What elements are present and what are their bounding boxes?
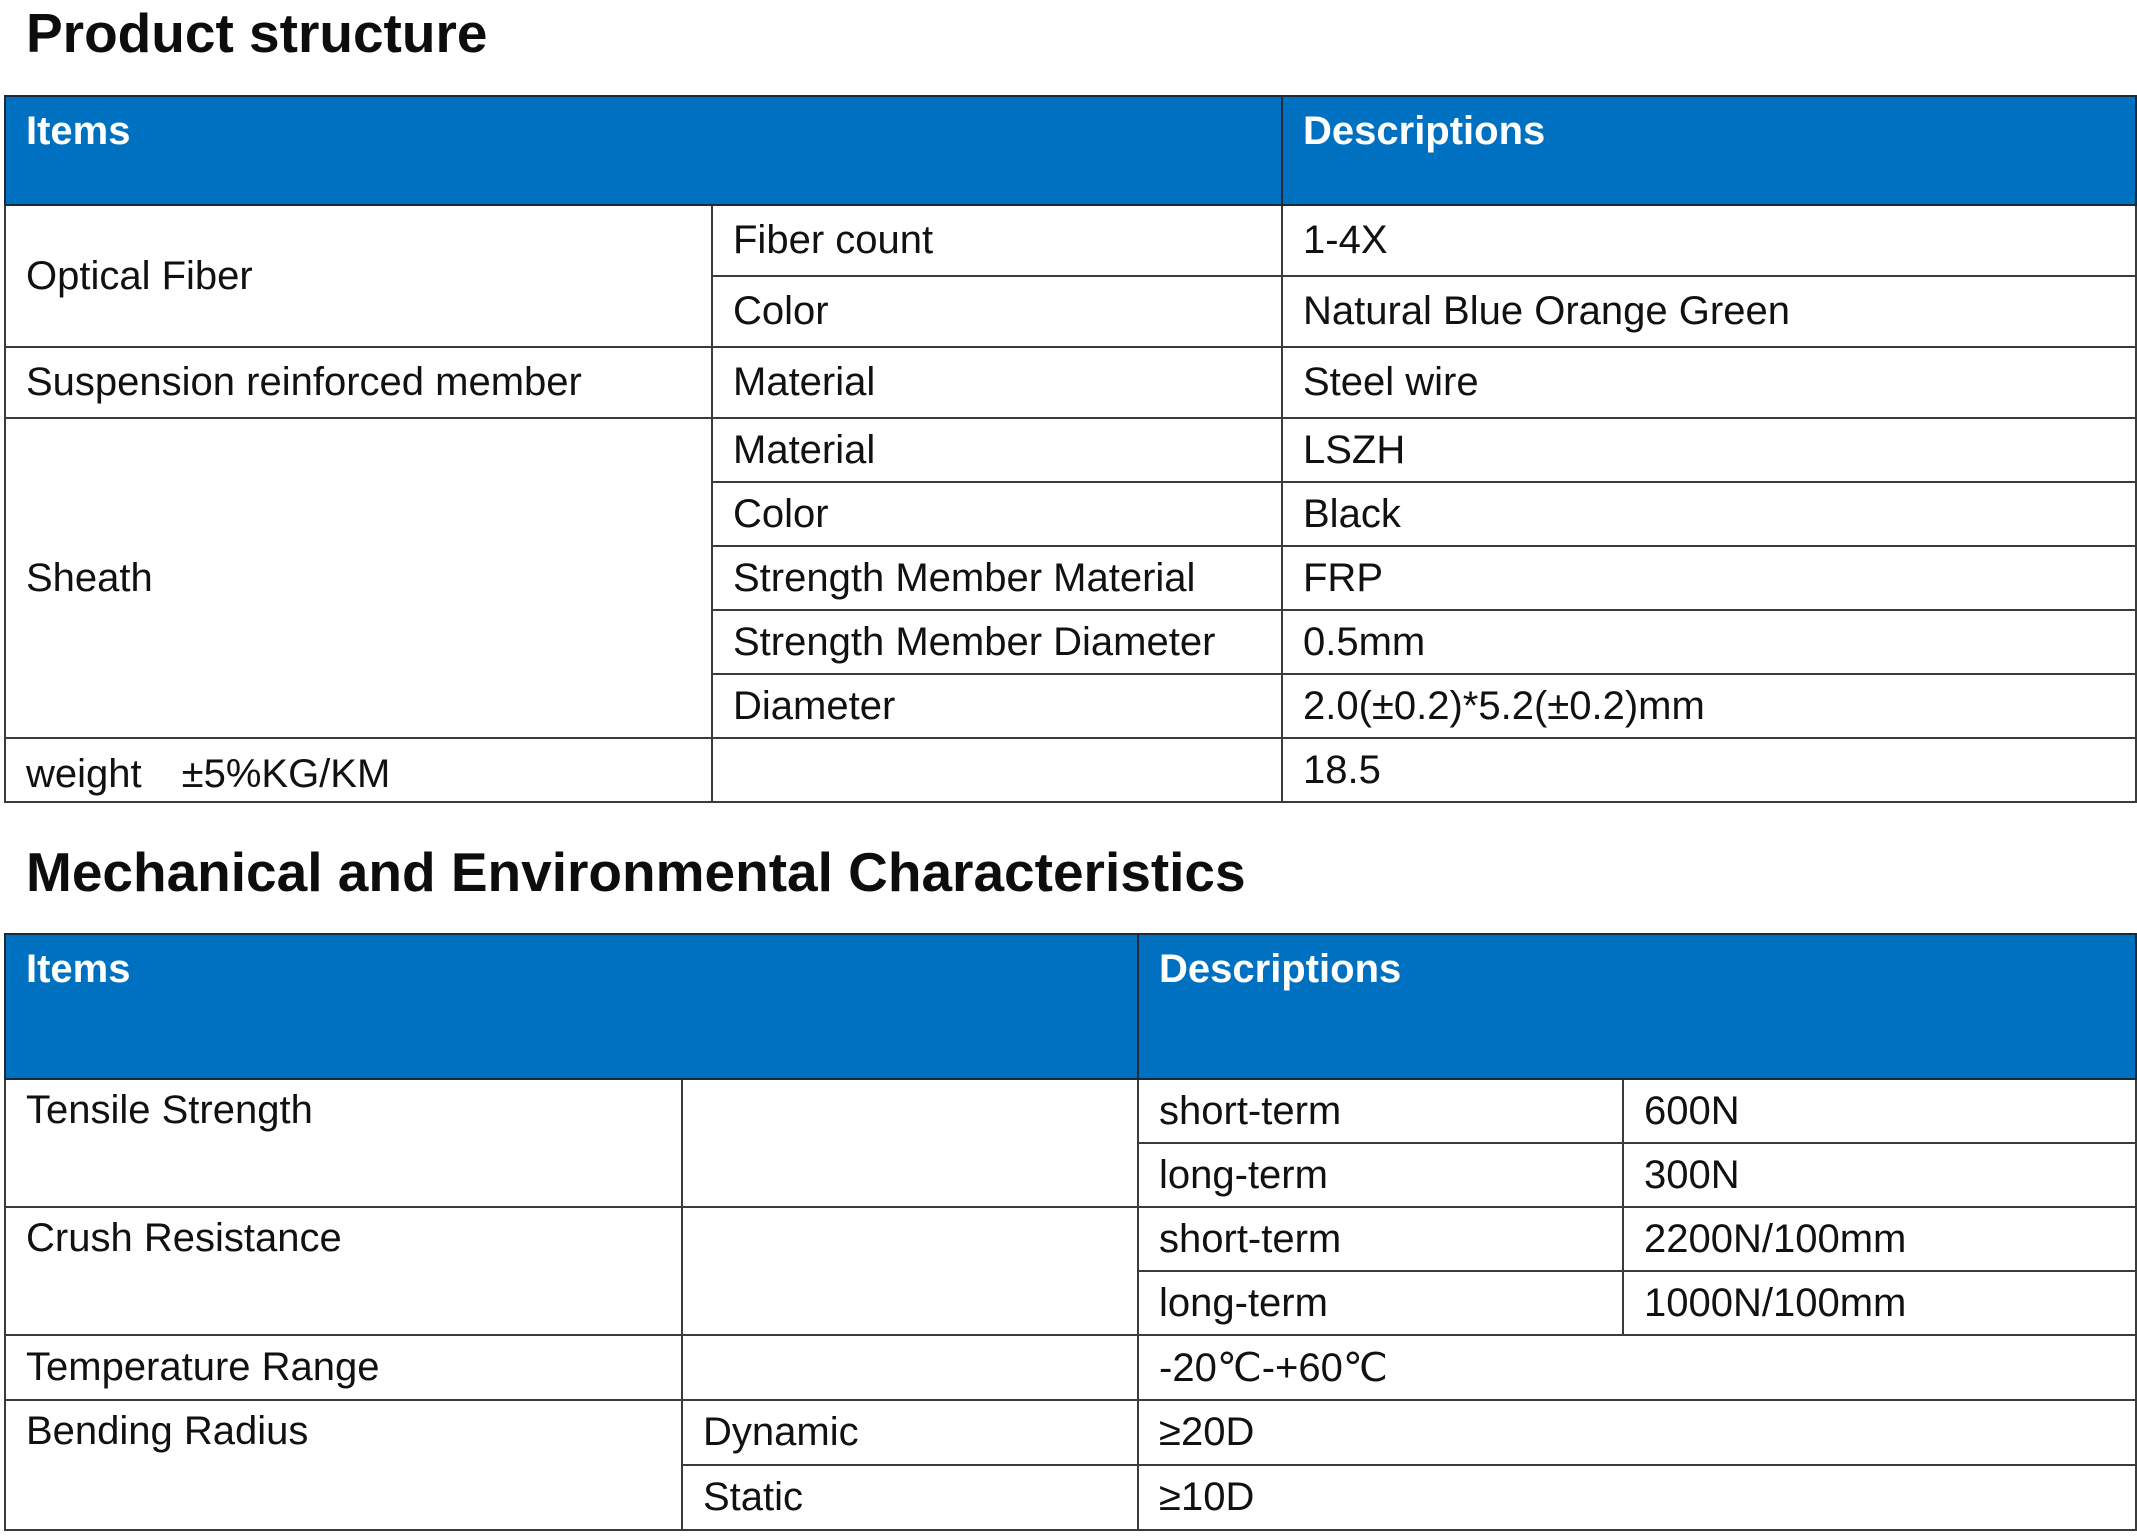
sub-label-strength-member-material: Strength Member Material [712,546,1282,610]
value-temperature-range: -20℃-+60℃ [1138,1335,2136,1400]
mechanical-table [4,933,2137,1531]
sub-label-suspension-material: Material [712,347,1282,418]
value-tensile-short: 600N [1623,1079,2136,1143]
sub-label-crush-short: short-term [1138,1207,1623,1271]
value-strength-member-diameter: 0.5mm [1282,610,2136,674]
value-strength-member-material: FRP [1282,546,2136,610]
sub-label-sheath-color: Color [712,482,1282,546]
table-row [5,1400,2136,1465]
header-items: Items [5,934,1138,1079]
header-items: Items [5,96,1282,205]
value-crush-long: 1000N/100mm [1623,1271,2136,1335]
value-crush-short: 2200N/100mm [1623,1207,2136,1271]
value-fiber-count: 1-4X [1282,205,2136,276]
sub-label-strength-member-diameter: Strength Member Diameter [712,610,1282,674]
value-suspension-material: Steel wire [1282,347,2136,418]
table-row [5,738,2136,802]
row-label-tensile-strength: Tensile Strength [5,1079,682,1207]
table-header-row [5,934,2136,1079]
table-row [5,1335,2136,1400]
table-row [5,418,2136,482]
table-row [5,1079,2136,1143]
empty-cell [682,1207,1138,1335]
value-bending-dynamic: ≥20D [1138,1400,2136,1465]
sub-label-bending-dynamic: Dynamic [682,1400,1138,1465]
value-sheath-color: Black [1282,482,2136,546]
sub-label-fiber-count: Fiber count [712,205,1282,276]
table-header-row [5,96,2136,205]
value-tensile-long: 300N [1623,1143,2136,1207]
header-descriptions: Descriptions [1138,934,2136,1079]
row-label-temperature-range: Temperature Range [5,1335,682,1400]
row-label-crush-resistance: Crush Resistance [5,1207,682,1335]
table-row [5,205,2136,276]
row-label-weight: weight ±5%KG/KM [5,738,712,802]
section-title-mechanical: Mechanical and Environmental Characteristics [26,841,1246,903]
value-sheath-material: LSZH [1282,418,2136,482]
sub-label-fiber-color: Color [712,276,1282,347]
value-weight: 18.5 [1282,738,2136,802]
row-label-sheath: Sheath [5,418,712,738]
table-row [5,347,2136,418]
sub-label-tensile-long: long-term [1138,1143,1623,1207]
value-diameter: 2.0(±0.2)*5.2(±0.2)mm [1282,674,2136,738]
empty-cell [712,738,1282,802]
sub-label-tensile-short: short-term [1138,1079,1623,1143]
header-descriptions: Descriptions [1282,96,2136,205]
product-structure-table [4,95,2137,803]
value-fiber-color: Natural Blue Orange Green [1282,276,2136,347]
table-row [5,1207,2136,1271]
value-bending-static: ≥10D [1138,1465,2136,1530]
section-title-product-structure: Product structure [26,2,488,64]
sub-label-crush-long: long-term [1138,1271,1623,1335]
empty-cell [682,1335,1138,1400]
sub-label-bending-static: Static [682,1465,1138,1530]
row-label-suspension: Suspension reinforced member [5,347,712,418]
row-label-bending-radius: Bending Radius [5,1400,682,1530]
sub-label-sheath-material: Material [712,418,1282,482]
row-label-optical-fiber: Optical Fiber [5,205,712,347]
empty-cell [682,1079,1138,1207]
sub-label-diameter: Diameter [712,674,1282,738]
